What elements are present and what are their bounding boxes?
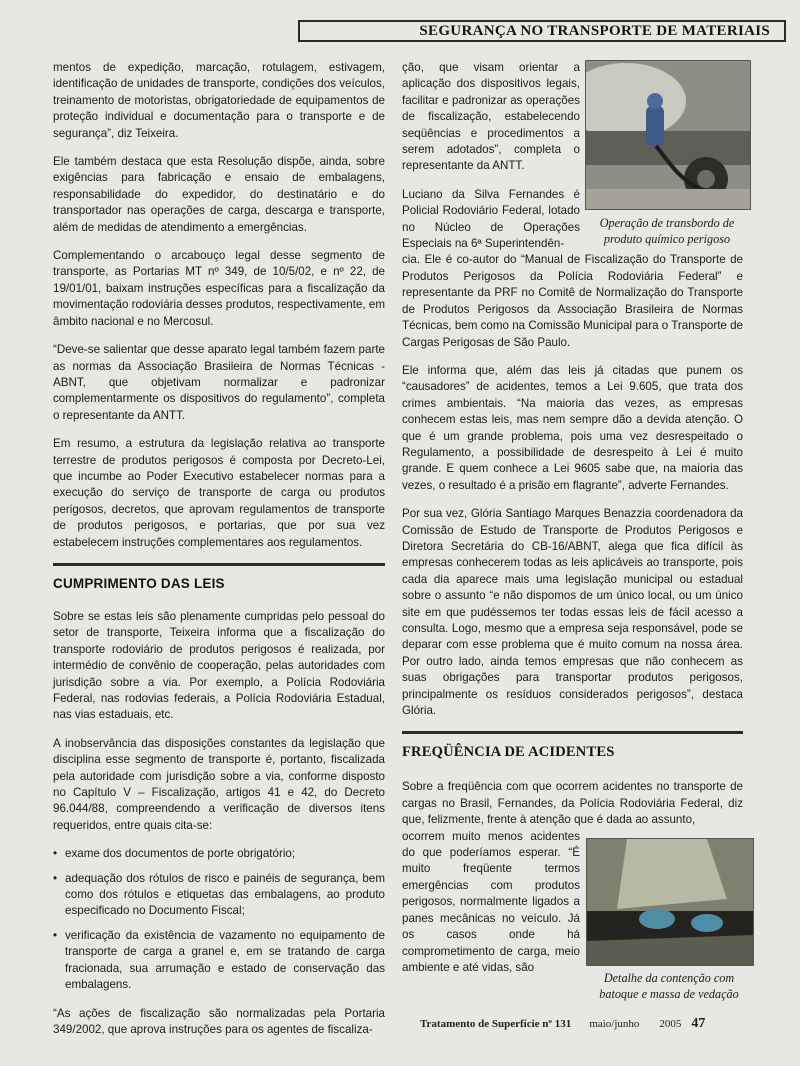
containment-detail-photo [586, 838, 754, 966]
paragraph: Sobre a freqüência com que ocorrem acidentes no transporte de cargas no Brasil, Fernandes, da Polícia Rodoviária Federal, diz que, felizmente, frente à atenção que é dada ao assunto, [402, 780, 743, 827]
paragraph: “As ações de fiscalização são normalizadas pela Portaria 349/2002, que aprova instruções para os agentes de fiscaliza- [53, 1006, 385, 1036]
section-heading: FREQÜÊNCIA DE ACIDENTES [402, 744, 615, 761]
paragraph: Em resumo, a estrutura da legislação relativa ao transporte terrestre de produtos perigosos é composta por Decreto-Lei, que incumbe ao Poder Executivo estabelecer normas para a execução do serviço de transporte de carga ou produtos perigosos, decretos, que aprovam regulamentos de transporte de produtos perigosos, e portarias, que por sua vez estabelecem instruções complementares aos regulamentos. [53, 437, 385, 549]
paragraph: cia. Ele é co-autor do “Manual de Fiscalização do Transporte de Produtos Perigosos da Polícia Rodoviária Federal” e representante da PRF no Comitê de Normalização do Transporte de Produtos Perigosos da Associação Brasileira de Normas Técnicas, bem como na Comissão Municipal para o Transporte de Cargas Perigosas de São Paulo. [402, 253, 743, 349]
page-footer [420, 1016, 760, 1032]
list-item: • adequação dos rótulos de risco e painéis de segurança, bem como dos rótulos e etiquetas das embalagens, ao produto especificado no Documento Fiscal; [53, 871, 385, 920]
paragraph: mentos de expedição, marcação, rotulagem, estivagem, identificação de unidades de transporte, condições dos veículos, treinamento de motoristas, obrigatoriedade de equipamentos de proteção individual e documentação para o transporte e de segurança”, diz Teixeira. [53, 61, 385, 140]
paragraph: Sobre se estas leis são plenamente cumpridas pelo pessoal do setor de transporte, Teixeira informa que a fiscalização do transporte rodoviário de produtos perigosos é realizada, por intermédio de convênio de cooperação, pelas autoridades com jurisdição sobre a via. Por exemplo, a Polícia Rodoviária Federal, nas rodovias federais, a Polícia Rodoviária Estadual, nas vias estaduais, etc. [53, 609, 385, 722]
transfer-operation-photo [585, 60, 751, 210]
photo-caption: Operação de transbordo de produto químico perigoso [599, 216, 735, 246]
publication-name: Tratamento de Superfície nº 131 [420, 1018, 572, 1030]
paragraph: Ele informa que, além das leis já citadas que punem os “causadores” de acidentes, temos a Lei 9.605, que trata dos crimes ambientais. “Na maioria das vezes, as empresas conhecem estas leis, mas nem sempre dão a devida atenção. O que é um grande problema, pois uma vez desrespeitado o Regulamento, a possibilidade de desrespeito à Lei é muito grande. E quem conhece a Lei 9605 sabe que, na maioria das vezes, o resultado é a prisão em flagrante”, adverte Fernandes. [402, 363, 743, 492]
left-column [53, 60, 385, 1050]
paragraph: Ele também destaca que esta Resolução dispõe, ainda, sobre exigências para fabricação e ensaio de embalagens, responsabilidade do expedidor, do destinatário e do transportador nas operações de carga, descarga e transporte, além de medidas de atendimento a emergências. [53, 155, 385, 234]
paragraph: A inobservância das disposições constantes da legislação que disciplina esse segmento de transporte é, portanto, fiscalizada pela autoridade com jurisdição sobre a via, conforme disposto no Capítulo V – Fiscalização, artigos 41 e 42, do Decreto 96.044/88, compreendendo a verificação de diversos itens requeridos, entre quais cita-se: [53, 736, 385, 832]
section-header: SEGURANÇA NO TRANSPORTE DE MATERIAIS [298, 20, 786, 42]
section-divider [402, 731, 743, 734]
issue-months: maio/junho [589, 1018, 640, 1030]
paragraph: Por sua vez, Glória Santiago Marques Benazzia coordenadora da Comissão de Estudo de Transporte de Produtos Perigosos e Diretora Secretária do CB-16/ABNT, alega que fica difícil às empresas conhecerem todas as leis aplicáveis ao transporte, pois cada dia aparece mais uma legislação municipal ou estadual sobre o assunto “e não dispomos de um único local, ou um único site em que pudéssemos ter todas essas leis de fácil acesso a consulta. Logo, mesmo que a empresa seja responsável, pode se deparar com esse problema que é muito comum na nossa área. Por outro lado, ainda temos empresas que não conhecem as suas obrigações para transportar produtos perigosos, principalmente os resíduos considerados perigosos”, destaca Glória. [402, 507, 743, 718]
issue-year: 2005 [659, 1018, 682, 1030]
hazmat-truck-illustration [586, 61, 750, 209]
paragraph: “Deve-se salientar que desse aparato legal também fazem parte as normas da Associação Brasileira de Normas Técnicas - ABNT, que objetivam normalizar e padronizar complementarmente os dispositivos do regulamento”, completa o representante da ANTT. [53, 343, 385, 422]
paragraph: ção, que visam orientar a aplicação dos dispositivos legais, facilitar e padronizar as operações de fiscalização, estabelecendo seqüências e procedimentos a serem adotados”, completa o representante da ANTT. [402, 61, 580, 173]
photo-caption: Detalhe da contenção com batoque e massa de vedação [599, 971, 739, 1001]
paragraph: ocorrem muito menos acidentes do que poderíamos esperar. “É muito freqüente termos emergências com produtos perigosos, normalmente ligados a panes mecânicas no veículo. Já os casos onde há comprometimento de carga, meio ambiente e até vidas, são [402, 829, 580, 974]
section-heading: CUMPRIMENTO DAS LEIS [53, 575, 225, 591]
requirements-list [53, 846, 385, 993]
list-item: • verificação da existência de vazamento no equipamento de transporte de carga a granel e, em se tratando de carga fracionada, sua arrumação e estado de conservação das embalagens. [53, 928, 385, 994]
section-divider [53, 563, 385, 566]
page-number: 47 [691, 1016, 706, 1031]
list-item: • exame dos documentos de porte obrigatório; [53, 846, 385, 862]
paragraph: Complementando o arcabouço legal desse segmento de transporte, as Portarias MT nº 349, de 10/5/02, e nº 22, de 19/01/01, baixam instruções específicas para a fiscalização da movimentação rodoviária desses produtos, respectivamente, em âmbito nacional e no Mercosul. [53, 249, 385, 328]
containment-illustration [587, 839, 753, 965]
paragraph: Luciano da Silva Fernandes é Policial Rodoviário Federal, lotado no Núcleo de Operações Especiais na 6ª Superintendên- [402, 187, 580, 251]
